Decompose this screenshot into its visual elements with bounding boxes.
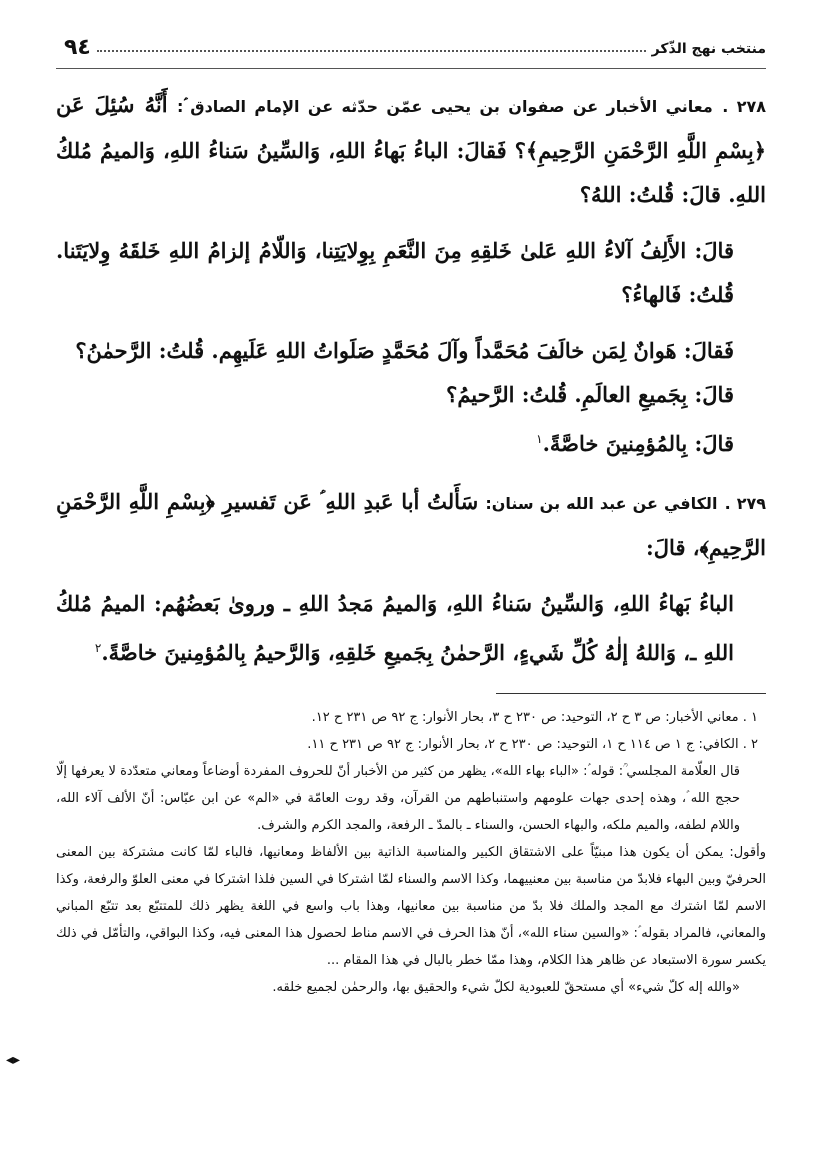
footnote-1: ١ . معاني الأخبار: ص ٣ ح ٢، التوحيد: ص ٢٣٠ ح ٣، بحار الأنوار: ج ٩٢ ص ٢٣١ ح ١٢. bbox=[311, 710, 758, 725]
running-header bbox=[56, 28, 766, 60]
hadith-number: ٢٧٨ . bbox=[722, 97, 766, 116]
hadith-278 bbox=[56, 83, 766, 466]
hadith-number: ٢٧٩ . bbox=[724, 494, 766, 513]
header-leader-dots bbox=[97, 50, 646, 52]
hadith-279 bbox=[56, 480, 766, 675]
hadith-text: قالَ: بِالمُؤمِنينَ خاصَّةً. bbox=[542, 431, 734, 456]
hadith-text: سَأَلتُ أبا عَبدِ اللهِ ؑ عَن تَفسيرِ ﴿بِسْمِ اللَّهِ الرَّحْمَنِ الرَّحِيمِ﴾، قالَ: bbox=[56, 489, 766, 560]
header-rule bbox=[56, 68, 766, 69]
hadith-text: أَنَّهُ سُئِلَ عَن ﴿بِسْمِ اللَّهِ الرَّحْمَنِ الرَّحِيمِ﴾؟ فَقالَ: الباءُ بَهاءُ اللهِ، وَالسِّينُ سَناءُ اللهِ، وَالميمُ مُلكُ اللهِ. قالَ: قُلتُ: اللهُ؟ bbox=[56, 92, 766, 207]
hadith-text: الباءُ بَهاءُ اللهِ، وَالسِّينُ سَناءُ اللهِ، وَالميمُ مَجدُ اللهِ ـ وروىٰ بَعضُهُم: الميمُ مُلكُ اللهِ ـ، وَاللهُ إلٰهُ كُلِّ شَيءٍ، الرَّحمٰنُ بِجَميعِ خَلقِهِ، وَالرَّحيمُ بِالمُؤمِنينَ خاصَّةً. bbox=[56, 591, 734, 665]
commentary-paragraph: «والله إله كلّ شيء» أي مستحقّ للعبودية لكلّ شيء والحقيق بها، والرحمٰن لجميع خلقه. bbox=[272, 980, 740, 995]
footnote-2: ٢ . الكافي: ج ١ ص ١١٤ ح ١، التوحيد: ص ٢٣٠ ح ٢، بحار الأنوار: ج ٩٢ ص ٢٣١ ح ١١. bbox=[307, 737, 758, 752]
commentary-paragraph: قال العلّامة المجلسي ؒ: قوله ؑ: «الباء بهاء الله»، يظهر من كثير من الأخبار أنّ للحروف المفردة أوضاعاً ومعاني متعدّدة لا يعرفها إلّا حجج الله ؑ، وهذه إحدى جهات علومهم واستنباطهم من القرآن، وقد روت العامّة في «الم» عن ابن عبّاس: أنّ الألف آلاء الله، واللام لطفه، والميم ملكه، والبهاء الحسن، والسناء ـ بالمدّ ـ الرفعة، والمجد الكرم والشرف. bbox=[56, 764, 740, 833]
hadith-text: قالَ: الأَلِفُ آلاءُ اللهِ عَلىٰ خَلقِهِ مِنَ النَّعَمِ بِوِلايَتِنا، وَاللّامُ إلزامُ اللهِ خَلقَهُ وِلايَتَنا. قُلتُ: فَالهاءُ؟ bbox=[56, 238, 734, 307]
footnote-ref: ١ bbox=[536, 432, 543, 446]
hadith-text: فَقالَ: هَوانٌ لِمَن خالَفَ مُحَمَّداً وآلَ مُحَمَّدٍ صَلَواتُ اللهِ عَلَيهِم. قُلتُ: الرَّحمٰنُ؟ bbox=[75, 338, 734, 363]
book-page bbox=[56, 28, 766, 1138]
footnote-separator bbox=[496, 693, 766, 694]
hadith-source: الكافي عن عبد الله بن سنان: bbox=[485, 494, 718, 513]
end-of-page-mark: ◂▸ bbox=[6, 1052, 21, 1068]
footnote-ref: ٢ bbox=[94, 641, 102, 655]
footnotes bbox=[56, 704, 766, 1001]
book-title: منتخب نهج الذّكر bbox=[651, 41, 766, 57]
hadith-text: قالَ: بِجَميعِ العالَمِ. قُلتُ: الرَّحيمُ؟ bbox=[446, 382, 734, 407]
commentary-paragraph: وأقول: يمكن أن يكون هذا مبنيّاً على الاشتقاق الكبير والمناسبة الذاتية بين الألفاظ ومعانيها، فالباء لمّا كانت مشتركة بين المعنى الحرفيّ وبين البهاء فلابدّ من مناسبة بين معنييهما، وكذا الاسم والسناء لمّا اشتركا في السين فلذا اشتركا في معنى العلوّ والرفعة، وكذا الاسم لمّا اشترك مع المجد والملك فلا بدّ من مناسبة بين معانيها، وهذا باب واسع في اللغة يظهر ذلك للمتتبّع بعد تتبّع المباني والمعاني، فالمراد بقوله ؑ: «والسين سناء الله»، أنّ هذا الحرف في الاسم مناط لحصول هذا المعنى فيه، وكذا البواقي، والتأمّل في ذلك يكسر سورة الاستبعاد عن ظاهر هذا الكلام، وهذا ممّا خطر بالبال في هذا المقام ... bbox=[56, 845, 766, 968]
page-number: ٩٤ bbox=[64, 35, 91, 60]
hadith-source: معاني الأخبار عن صفوان بن يحيى عمّن حدّثه عن الإمام الصادق ؑ: bbox=[177, 97, 713, 116]
